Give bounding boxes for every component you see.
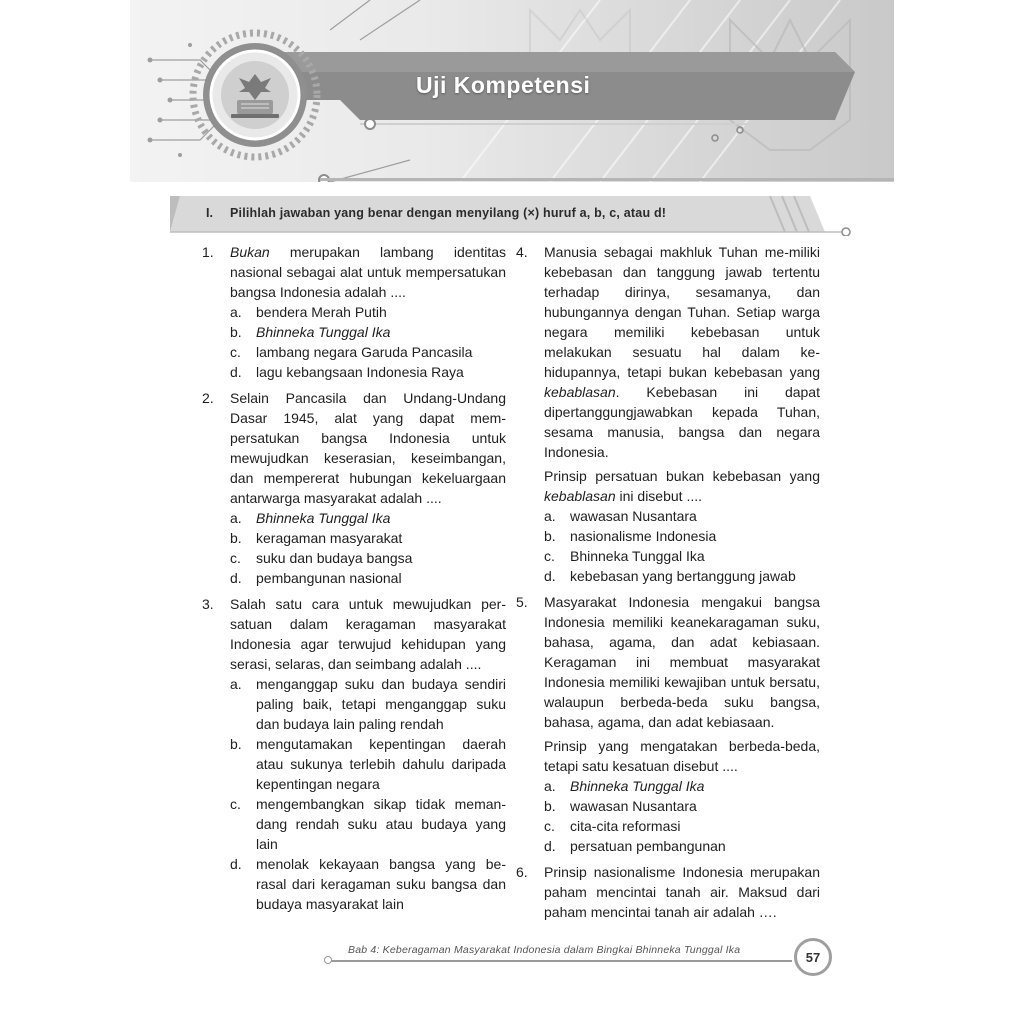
question-number: 3. — [202, 596, 214, 612]
header-divider — [320, 178, 894, 181]
option-text: lagu kebangsaan Indonesia Raya — [256, 364, 464, 380]
footer-divider — [330, 960, 792, 962]
section-instruction: Pilihlah jawaban yang benar dengan menyilang (×) huruf a, b, c, atau d! — [230, 206, 667, 220]
option-letter: d. — [544, 838, 556, 854]
question-2 — [202, 388, 506, 588]
option-letter: a. — [544, 508, 556, 524]
stem-text: . Kebebasan ini dapat dipertanggungjawabkan kepada Tuhan, sesama manusia, bangsa dan negara Indonesia. — [544, 384, 820, 460]
option-list — [230, 674, 506, 914]
question-number: 6. — [516, 864, 528, 880]
option-text: mengembangkan sikap tidak meman-dang rendah suku atau budaya yang lain — [256, 796, 506, 852]
option-letter: c. — [544, 818, 555, 834]
option-b[interactable] — [230, 734, 506, 794]
option-list — [230, 508, 506, 588]
question-5 — [516, 592, 820, 856]
option-letter: d. — [230, 364, 242, 380]
option-text: Bhinneka Tunggal Ika — [256, 324, 391, 340]
option-text: Bhinneka Tunggal Ika — [570, 548, 705, 564]
option-text: lambang negara Garuda Pancasila — [256, 344, 473, 360]
question-stem: Prinsip nasionalisme Indonesia merupakan paham mencintai tanah air. Maksud dari paham mencintai tanah air adalah …. — [544, 864, 820, 920]
option-a[interactable] — [544, 506, 820, 526]
question-prompt — [544, 466, 820, 506]
option-letter: a. — [230, 510, 242, 526]
page-number-badge — [794, 938, 832, 976]
page-number: 57 — [805, 949, 821, 965]
question-prompt: Prinsip yang mengatakan berbeda-beda, tetapi satu kesatuan disebut .... — [544, 738, 820, 774]
prompt-emphasis: kebablasan — [544, 488, 616, 504]
option-b[interactable] — [230, 528, 506, 548]
option-letter: b. — [544, 798, 556, 814]
question-stem: Selain Pancasila dan Undang-Undang Dasar 1945, alat yang dapat mem-persatukan bangsa Indonesia untuk mewujudkan keserasian, keseimbangan, dan mempererat hubungan kekeluargaan antarwarga masyarakat adalah .... — [230, 390, 506, 506]
right-column — [516, 242, 820, 928]
stem-emphasis: Bukan — [230, 244, 270, 260]
question-6 — [516, 862, 820, 922]
option-text: kebebasan yang bertanggung jawab — [570, 568, 796, 584]
option-letter: a. — [544, 778, 556, 794]
option-text: wawasan Nusantara — [570, 508, 697, 524]
option-d[interactable] — [230, 568, 506, 588]
option-letter: d. — [230, 856, 242, 872]
option-text: persatuan pembangunan — [570, 838, 726, 854]
option-letter: b. — [230, 324, 242, 340]
option-a[interactable] — [230, 302, 506, 322]
garuda-laptop-icon — [227, 70, 283, 122]
option-text: suku dan budaya bangsa — [256, 550, 413, 566]
option-text: mengutamakan kepentingan daerah atau sukunya terlebih dahulu daripada kepentingan negara — [256, 736, 506, 792]
left-column — [202, 242, 506, 920]
option-a[interactable] — [544, 776, 820, 796]
question-number: 4. — [516, 244, 528, 260]
option-letter: b. — [544, 528, 556, 544]
option-text: bendera Merah Putih — [256, 304, 387, 320]
option-text: wawasan Nusantara — [570, 798, 697, 814]
option-letter: b. — [230, 736, 242, 752]
option-text: nasionalisme Indonesia — [570, 528, 717, 544]
option-b[interactable] — [544, 526, 820, 546]
option-d[interactable] — [230, 362, 506, 382]
option-text: Bhinneka Tunggal Ika — [256, 510, 391, 526]
option-text: menganggap suku dan budaya sendiri paling baik, tetapi menganggap suku dan budaya lain paling rendah — [256, 676, 506, 732]
option-a[interactable] — [230, 674, 506, 734]
option-letter: a. — [230, 304, 242, 320]
option-list — [544, 776, 820, 856]
option-letter: c. — [230, 550, 241, 566]
prompt-text: ini disebut .... — [615, 488, 703, 504]
question-number: 1. — [202, 244, 214, 260]
option-c[interactable] — [230, 548, 506, 568]
section-number: I. — [206, 206, 213, 220]
option-letter: c. — [230, 344, 241, 360]
question-number: 2. — [202, 390, 214, 406]
option-c[interactable] — [544, 816, 820, 836]
question-3 — [202, 594, 506, 914]
option-a[interactable] — [230, 508, 506, 528]
option-list — [230, 302, 506, 382]
question-stem: Salah satu cara untuk mewujudkan per-satuan dalam keragaman masyarakat Indonesia agar terwujud kehidupan yang serasi, selaras, dan seimbang adalah .... — [230, 596, 506, 672]
option-list — [544, 506, 820, 586]
question-4 — [516, 242, 820, 586]
option-c[interactable] — [230, 342, 506, 362]
question-number: 5. — [516, 594, 528, 610]
option-d[interactable] — [544, 566, 820, 586]
question-stem: Masyarakat Indonesia mengakui bangsa Indonesia memiliki keanekaragaman suku, bahasa, agama, dan adat kebiasaan. Keragaman ini membuat masyarakat Indonesia memiliki kewajiban untuk bersatu, walaupun berbeda-beda suku bangsa, bahasa, agama, dan adat kebiasaan. — [544, 594, 820, 730]
option-c[interactable] — [230, 794, 506, 854]
option-b[interactable] — [544, 796, 820, 816]
chapter-footer: Bab 4: Keberagaman Masyarakat Indonesia dalam Bingkai Bhinneka Tunggal Ika — [348, 944, 741, 956]
header-banner — [130, 0, 894, 182]
option-d[interactable] — [544, 836, 820, 856]
stem-text: merupakan lambang identitas nasional sebagai alat untuk mempersatukan bangsa Indonesia adalah .... — [230, 244, 506, 300]
page-title: Uji Kompetensi — [416, 72, 591, 98]
question-stem — [230, 242, 506, 302]
option-letter: c. — [544, 548, 555, 564]
book-page — [130, 0, 894, 1024]
option-letter: c. — [230, 796, 241, 812]
option-text: Bhinneka Tunggal Ika — [570, 778, 705, 794]
footer-dot — [324, 956, 332, 964]
option-letter: d. — [230, 570, 242, 586]
stem-text: Manusia sebagai makhluk Tuhan me-miliki kebebasan dan tanggung jawab tertentu terhadap dirinya, sesamanya, dan hubungannya dengan Tuhan. Setiap warga negara memiliki kebebasan untuk melakukan sesuatu hal dalam ke-hidupannya, tetapi bukan kebebasan yang — [544, 244, 820, 380]
option-letter: d. — [544, 568, 556, 584]
option-c[interactable] — [544, 546, 820, 566]
option-d[interactable] — [230, 854, 506, 914]
option-text: menolak kekayaan bangsa yang be-rasal dari keragaman suku bangsa dan budaya masyarakat lain — [256, 856, 506, 912]
stem-emphasis: kebablasan — [544, 384, 616, 400]
prompt-text: Prinsip persatuan bukan kebebasan yang — [544, 468, 820, 484]
option-text: keragaman masyarakat — [256, 530, 403, 546]
option-letter: a. — [230, 676, 242, 692]
option-b[interactable] — [230, 322, 506, 342]
option-text: cita-cita reformasi — [570, 818, 681, 834]
question-stem — [544, 242, 820, 462]
option-letter: b. — [230, 530, 242, 546]
option-text: pembangunan nasional — [256, 570, 402, 586]
question-1 — [202, 242, 506, 382]
